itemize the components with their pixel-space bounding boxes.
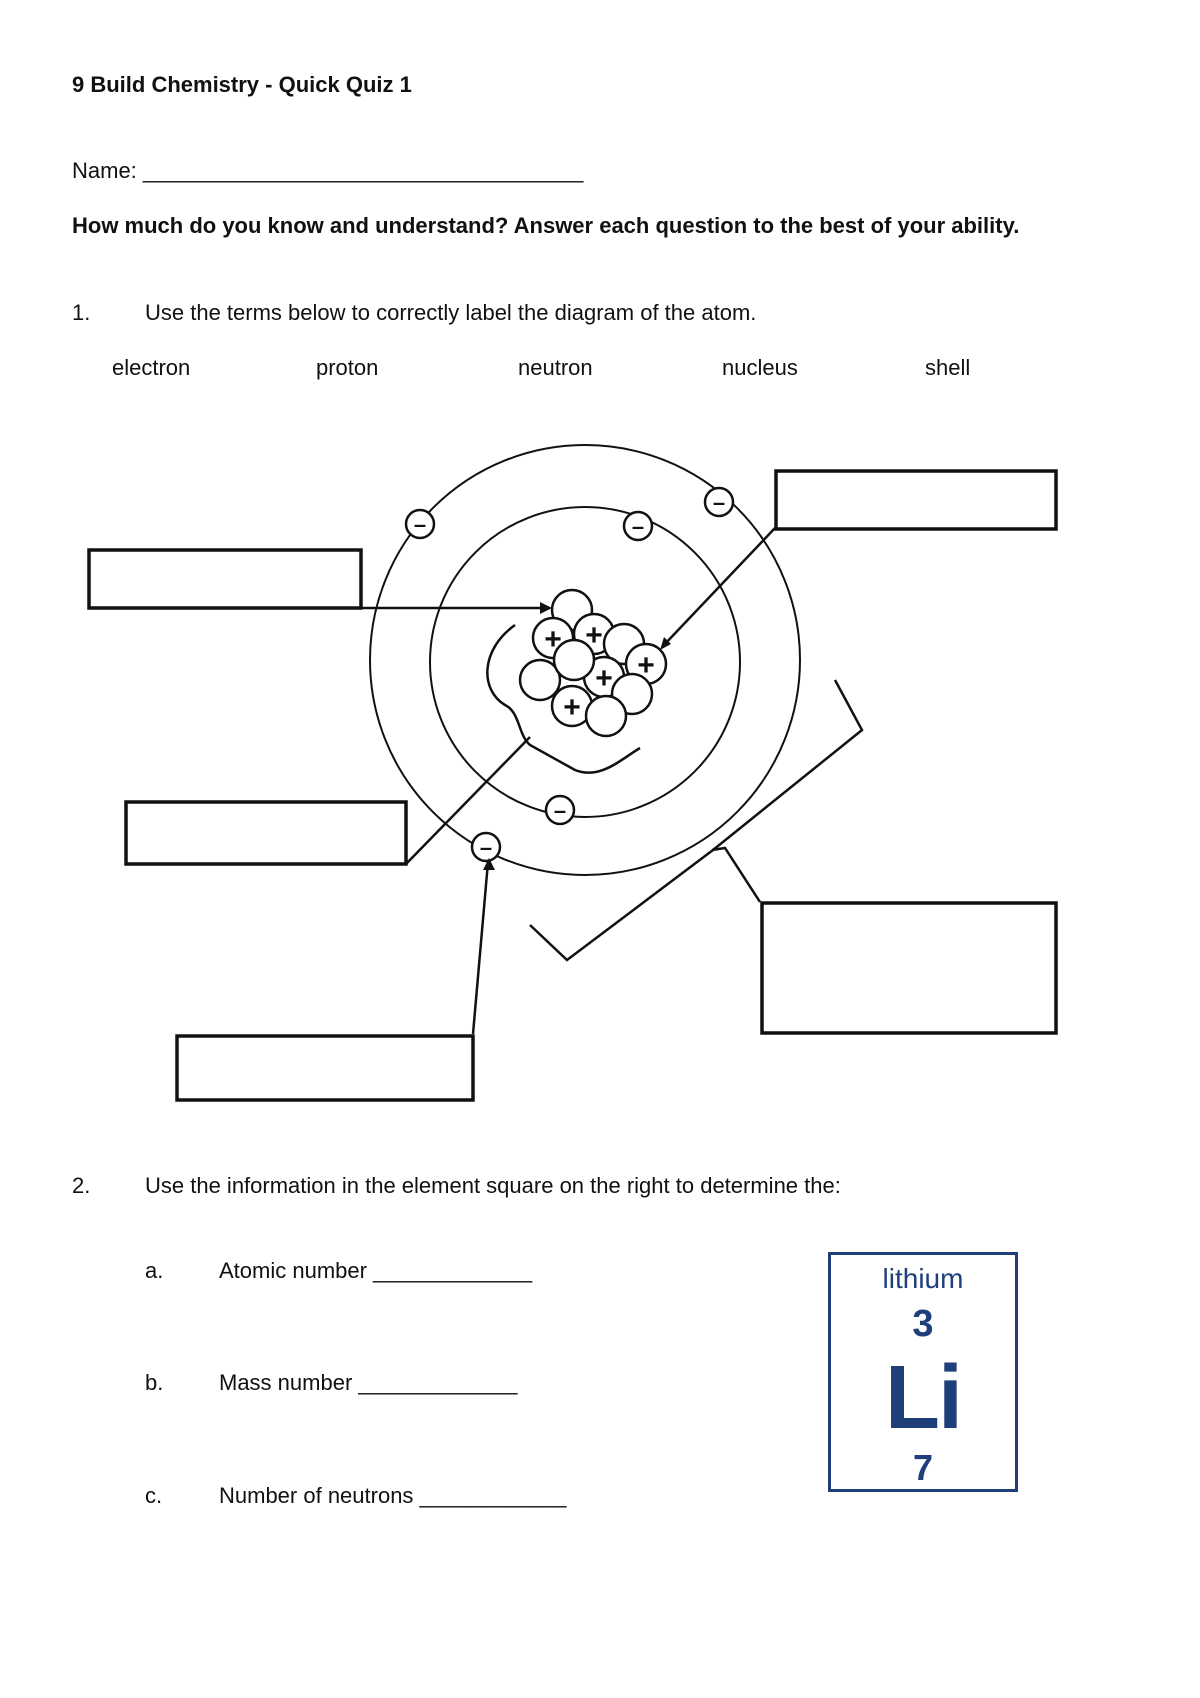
proton-plus: + [585,619,603,652]
term-nucleus: nucleus [722,355,798,380]
electron-minus: – [479,835,493,860]
element-mass-number: 7 [912,1447,934,1488]
part-c-letter: c. [145,1483,163,1508]
label-box-3[interactable] [126,802,406,864]
term-proton: proton [316,355,379,380]
electron-minus: – [413,512,427,537]
neutron-particle [586,696,626,736]
instructions: How much do you know and understand? Answer each question to the best of your ability. [72,213,1020,238]
electron-minus: – [553,798,567,823]
arrow-head [540,602,552,614]
question-1-text: Use the terms below to correctly label the diagram of the atom. [145,300,757,325]
element-symbol: Li [885,1348,961,1448]
proton-plus: + [563,691,581,724]
name-field[interactable]: Name: ____________________________________ [72,158,584,183]
part-b-mass-number[interactable]: Mass number _____________ [219,1370,518,1395]
term-shell: shell [925,355,971,380]
term-electron: electron [112,355,191,380]
element-name: lithium [882,1263,964,1294]
element-atomic-number: 3 [912,1303,934,1345]
question-2-text: Use the information in the element square on the right to determine the: [145,1173,841,1198]
part-a-atomic-number[interactable]: Atomic number _____________ [219,1258,533,1283]
element-square [828,1252,1018,1492]
label-box-1[interactable] [89,550,361,608]
proton-plus: + [595,662,613,695]
question-2-number: 2. [72,1173,91,1198]
label-box-5[interactable] [177,1036,473,1100]
label-box-2[interactable] [776,471,1056,529]
label-box-4[interactable] [762,903,1056,1033]
part-b-letter: b. [145,1370,164,1395]
electron-minus: – [631,514,645,539]
electron-minus: – [712,490,726,515]
term-neutron: neutron [518,355,593,380]
proton-plus: + [637,649,655,682]
page-title: 9 Build Chemistry - Quick Quiz 1 [72,72,412,97]
question-1-number: 1. [72,300,91,325]
part-a-letter: a. [145,1258,164,1283]
proton-plus: + [544,623,562,656]
part-c-neutrons[interactable]: Number of neutrons ____________ [219,1483,567,1508]
